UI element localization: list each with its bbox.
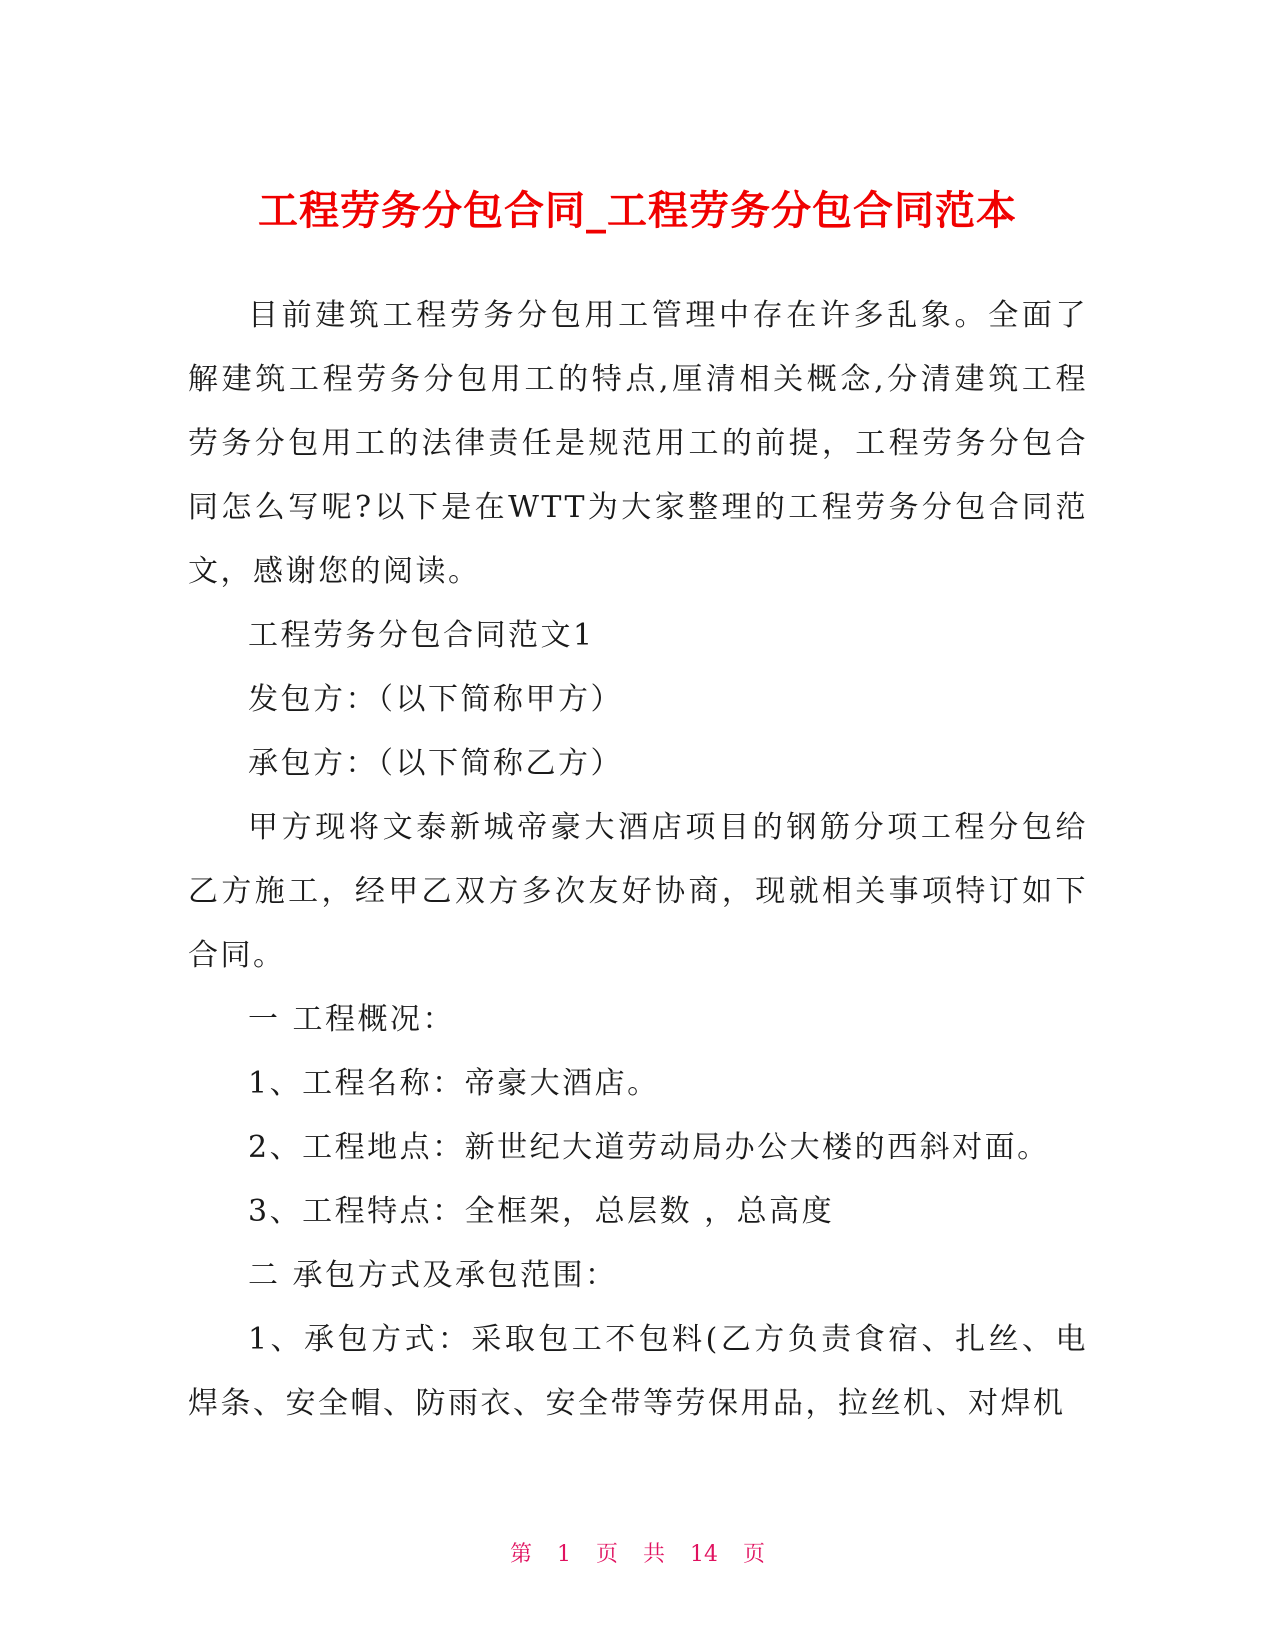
footer-page-unit: 页 <box>595 1542 618 1567</box>
document-body <box>188 284 1088 1436</box>
intro-paragraph: 目前建筑工程劳务分包用工管理中存在许多乱象。全面了解建筑工程劳务分包用工的特点,厘清相关概念,分清建筑工程劳务分包用工的法律责任是规范用工的前提，工程劳务分包合同怎么写呢?以下是在WTT为大家整理的工程劳务分包合同范文，感谢您的阅读。 <box>188 298 1088 589</box>
clause-heading-scope: 二 承包方式及承包范围： <box>248 1258 618 1293</box>
clause-item-project-name: 1、工程名称：帝豪大酒店。 <box>248 1066 660 1101</box>
clause-item-project-location: 2、工程地点：新世纪大道劳动局办公大楼的西斜对面。 <box>248 1130 1050 1165</box>
clause-item-project-features: 3、工程特点：全框架，总层数 ，总高度 <box>248 1194 835 1229</box>
contract-preamble: 甲方现将文泰新城帝豪大酒店项目的钢筋分项工程分包给乙方施工，经甲乙双方多次友好协商，现就相关事项特订如下合同。 <box>188 810 1088 973</box>
footer-total-prefix: 共 <box>643 1542 666 1567</box>
contract-party-a: 发包方：（以下简称甲方） <box>248 682 623 717</box>
footer-prefix: 第 <box>509 1542 532 1567</box>
page-number-footer <box>0 1540 1275 1570</box>
clause-heading-overview: 一 工程概况： <box>248 1002 456 1037</box>
footer-total-unit: 页 <box>743 1542 766 1567</box>
page-title: 工程劳务分包合同_工程劳务分包合同范本 <box>258 187 1017 234</box>
footer-total-pages: 14 <box>690 1542 719 1567</box>
footer-current-page: 1 <box>556 1542 571 1567</box>
contract-party-b: 承包方：（以下简称乙方） <box>248 746 623 781</box>
section-heading: 工程劳务分包合同范文1 <box>248 618 595 653</box>
clause-item-contract-method: 1、承包方式：采取包工不包料(乙方负责食宿、扎丝、电焊条、安全帽、防雨衣、安全带等劳保用品，拉丝机、对焊机 <box>188 1322 1088 1421</box>
